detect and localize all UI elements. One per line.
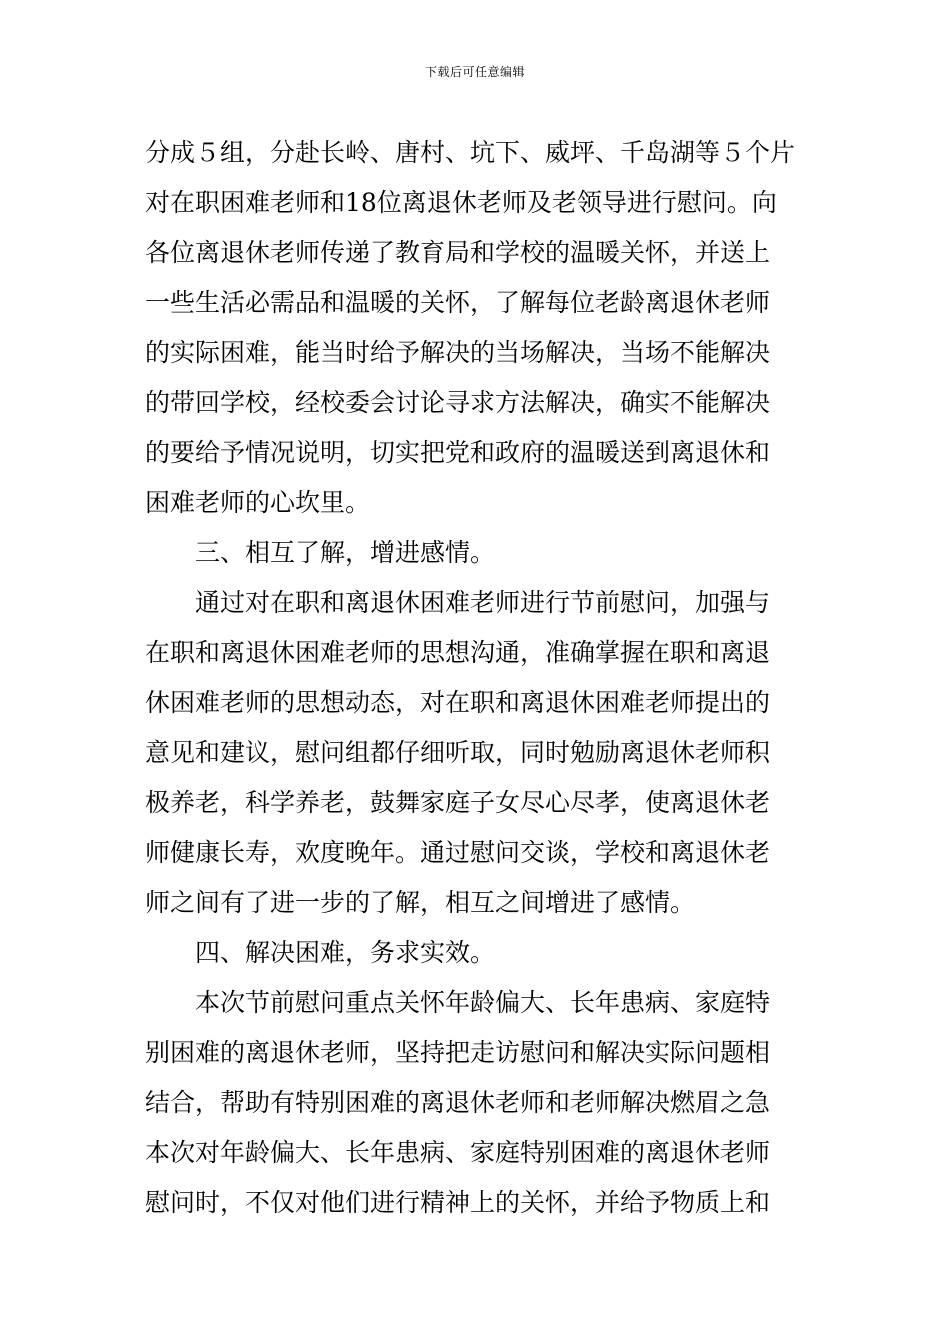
text-line: 困难老师的心坎里。 (145, 488, 371, 517)
document-body (145, 128, 815, 1228)
text-line: 休困难老师的思想动态，对在职和离退休困难老师提出的 (145, 688, 771, 717)
paragraph-start: 本次节前慰问重点关怀年龄偏大、长年患病、家庭特 (195, 988, 771, 1017)
text-line: 一些生活必需品和温暖的关怀，了解每位老龄离退休老师 (145, 288, 771, 317)
text-line: 的实际困难，能当时给予解决的当场解决，当场不能解决 (145, 338, 771, 367)
text-line: 各位离退休老师传递了教育局和学校的温暖关怀，并送上 (145, 238, 771, 267)
text-line: 分成５组，分赴长岭、唐村、坑下、威坪、千岛湖等５个片 (145, 138, 796, 167)
text-line: 本次对年龄偏大、长年患病、家庭特别困难的离退休老师 (145, 1138, 771, 1167)
text-line: 别困难的离退休老师，坚持把走访慰问和解决实际问题相 (145, 1038, 771, 1067)
page-header: 下载后可任意编辑 (424, 65, 525, 79)
section-heading: 三、相互了解，增进感情。 (195, 538, 496, 567)
text-line: 极养老，科学养老，鼓舞家庭子女尽心尽孝，使离退休老 (145, 788, 771, 817)
text-line: 的要给予情况说明，切实把党和政府的温暖送到离退休和 (145, 438, 771, 467)
text-line: 的带回学校，经校委会讨论寻求方法解决，确实不能解决 (145, 388, 771, 417)
text-line: 师之间有了进一步的了解，相互之间增进了感情。 (145, 888, 696, 917)
text-line: 在职和离退休困难老师的思想沟通，准确掌握在职和离退 (145, 638, 771, 667)
text-line: 意见和建议，慰问组都仔细听取，同时勉励离退休老师积 (145, 738, 771, 767)
section-heading: 四、解决困难，务求实效。 (195, 938, 496, 967)
text-line: 慰问时，不仅对他们进行精神上的关怀，并给予物质上和 (145, 1188, 771, 1217)
text-line: 师健康长寿，欢度晚年。通过慰问交谈，学校和离退休老 (145, 838, 771, 867)
paragraph-start: 通过对在职和离退休困难老师进行节前慰问，加强与 (195, 588, 771, 617)
text-line: 结合，帮助有特别困难的离退休老师和老师解决燃眉之急 (145, 1088, 771, 1117)
text-line: 对在职困难老师和18位离退休老师及老领导进行慰问。向 (145, 188, 777, 217)
